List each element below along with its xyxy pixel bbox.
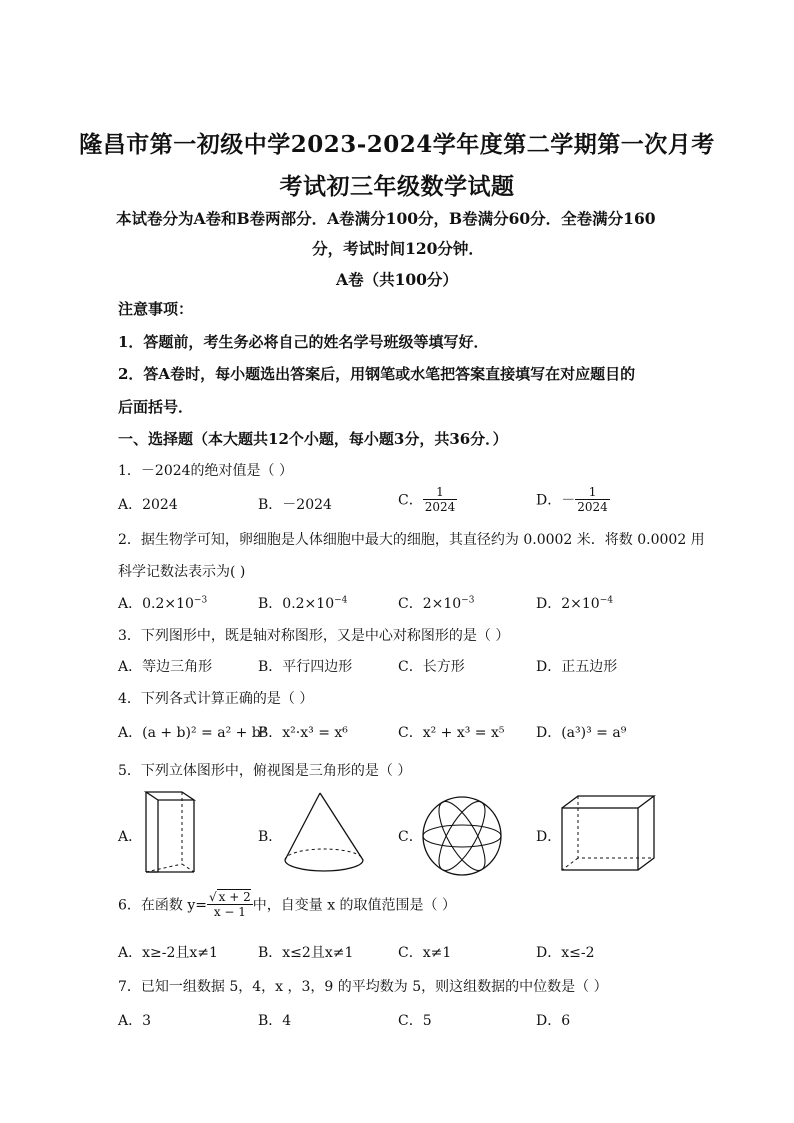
q6-denominator: x − 1: [213, 905, 246, 919]
q4-option-a: A．(a + b)² = a² + b²: [118, 725, 267, 741]
q6-option-a: A．x≥-2且x≠1: [118, 945, 218, 961]
q4-option-c: C．x² + x³ = x⁵: [398, 725, 505, 741]
q2-option-b: [258, 593, 347, 613]
notice-item-2a: 2．答A卷时，每小题选出答案后，用钢笔或水笔把答案直接填写在对应题目的: [118, 365, 636, 383]
section-a-heading: A卷（共100分）: [336, 270, 458, 289]
q1-c-denominator: 2024: [424, 500, 456, 514]
q7-option-d: D．6: [536, 1013, 571, 1029]
q6-fraction: [207, 890, 253, 919]
q2-option-a: [118, 593, 207, 613]
q3-option-c: C．长方形: [398, 659, 465, 675]
q2-option-a-exponent: −3: [193, 595, 208, 606]
q4-option-b: B．x²·x³ = x⁶: [258, 725, 348, 741]
q1-c-numerator: 1: [423, 485, 458, 500]
exam-intro: [116, 204, 680, 264]
q1-option-c-label: C．: [398, 492, 423, 509]
q5-option-c: C．: [398, 829, 423, 845]
notice-item-2b: 后面括号．: [118, 398, 194, 416]
q3-stem: 3．下列图形中，既是轴对称图形，又是中心对称图形的是（ ）: [118, 628, 510, 644]
q2-option-c-text: C．2×10: [398, 596, 462, 612]
q7-option-a: A．3: [118, 1013, 152, 1029]
q1-option-d: [536, 485, 610, 514]
q6-option-b: B．x≤2且x≠1: [258, 945, 354, 961]
q1-option-d-label: D．－: [536, 492, 576, 509]
q1-option-a: A．2024: [118, 497, 178, 513]
q6-stem-suffix: 中，自变量 x 的取值范围是（ ）: [252, 897, 456, 914]
part1-heading: 一、选择题（本大题共12个小题，每小题3分，共36分．）: [118, 430, 508, 448]
notice-heading: 注意事项：: [118, 300, 194, 318]
exam-title-line2: 考试初三年级数学试题: [279, 173, 515, 200]
cube-figure: [558, 792, 658, 874]
q2-option-d-exponent: −4: [599, 595, 613, 606]
q6-stem-prefix: 6．在函数 y=: [118, 897, 207, 914]
q2-option-a-text: A．0.2×10: [118, 596, 194, 612]
q1-option-b: B．－2024: [258, 497, 332, 513]
sqrt-icon: √: [209, 890, 217, 904]
q2-stem-line2: 科学记数法表示为( ): [118, 564, 246, 580]
exam-title-line1: 隆昌市第一初级中学2023-2024学年度第二学期第一次月考: [79, 131, 715, 158]
q3-option-b: B．平行四边形: [258, 659, 353, 675]
intro-line1: 本试卷分为A卷和B卷两部分．A卷满分100分，B卷满分60分．全卷满分160: [116, 209, 656, 228]
q6-stem: [118, 890, 456, 919]
q7-stem: 7．已知一组数据 5，4，x ，3，9 的平均数为 5，则这组数据的中位数是（ ）: [118, 979, 608, 995]
q1-stem: 1．－2024的绝对值是（ ）: [118, 463, 293, 479]
q5-option-d: D．: [536, 829, 562, 845]
q2-option-d-text: D．2×10: [536, 596, 600, 612]
q1-d-denominator: 2024: [577, 500, 608, 514]
q7-option-c: C．5: [398, 1013, 432, 1029]
q3-option-a: A．等边三角形: [118, 659, 213, 675]
notice-item-1: 1．答题前，考生务必将自己的姓名学号班级等填写好．: [118, 333, 489, 351]
intro-line2: 分，考试时间120分钟．: [312, 239, 484, 258]
q6-numerator: x + 2: [218, 890, 251, 904]
q4-stem: 4．下列各式计算正确的是（ ）: [118, 691, 314, 707]
sphere-figure: [420, 794, 504, 878]
q4-option-d: D．(a³)³ = a⁹: [536, 725, 627, 741]
q7-option-b: B．4: [258, 1013, 292, 1029]
q2-option-b-text: B．0.2×10: [258, 596, 335, 612]
q6-option-d: D．x≤-2: [536, 945, 595, 961]
q2-stem-line1: 2．据生物学可知，卵细胞是人体细胞中最大的细胞，其直径约为 0.0002 米．将数 0.0002 用: [118, 532, 705, 548]
q5-option-a: A．: [118, 829, 143, 845]
q5-stem: 5．下列立体图形中，俯视图是三角形的是（ ）: [118, 763, 412, 779]
triangular-prism-figure: [142, 788, 198, 878]
q1-d-numerator: 1: [575, 485, 610, 500]
q2-option-c: [398, 593, 474, 613]
q3-option-d: D．正五边形: [536, 659, 618, 675]
q6-option-c: C．x≠1: [398, 945, 452, 961]
q2-option-c-exponent: −3: [461, 595, 475, 606]
q1-option-c: [398, 485, 457, 514]
cone-figure: [282, 790, 366, 874]
q5-option-b: B．: [258, 829, 283, 845]
q2-option-b-exponent: −4: [334, 595, 348, 606]
q2-option-d: [536, 593, 613, 613]
